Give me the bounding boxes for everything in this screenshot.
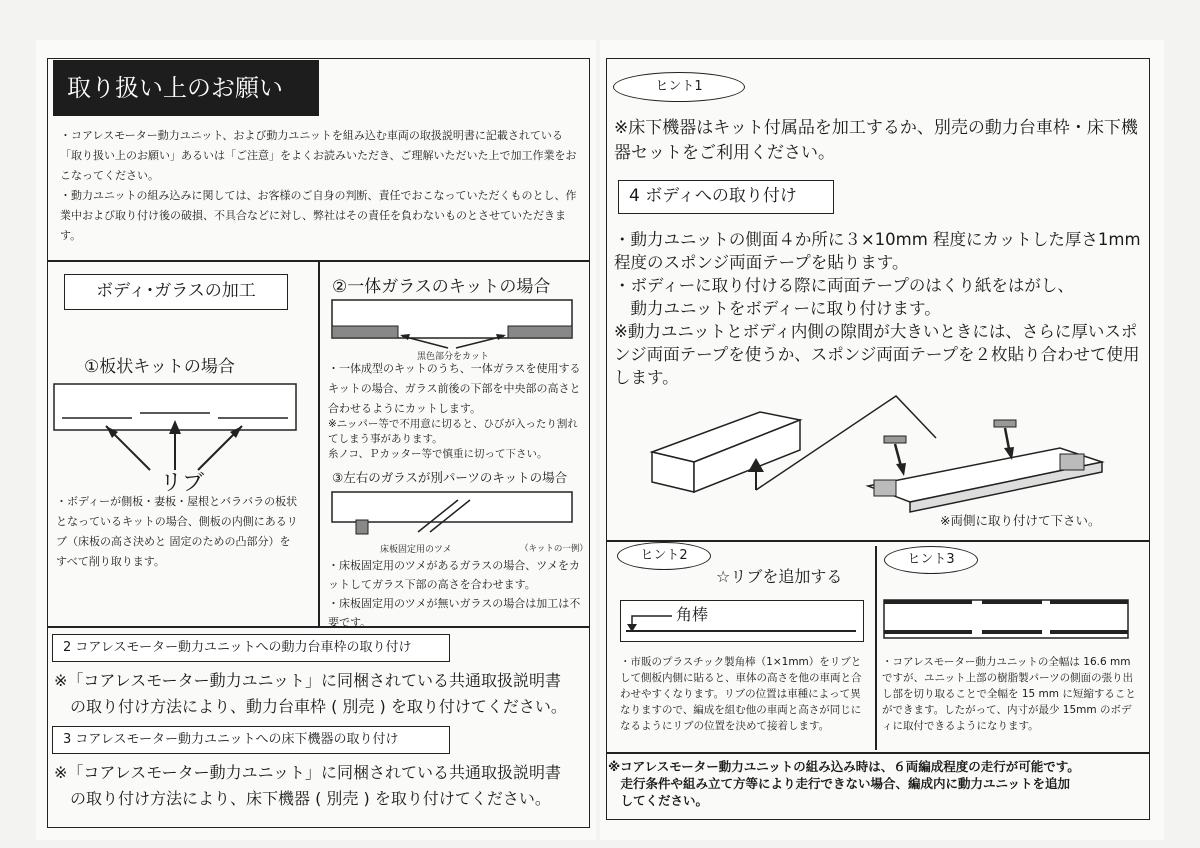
separate-glass-title: ③左右のガラスが別パーツのキットの場合 [332, 470, 568, 485]
hint3-label: ヒント3 [884, 546, 978, 574]
section4-note: ※両側に取り付けて下さい。 [940, 513, 1101, 528]
hint3-diagram [882, 598, 1132, 642]
divider-footer [606, 752, 1150, 754]
hint1-text: ※床下機器はキット付属品を加工するか、別売の動力台車枠・床下機器セットをご利用ください。 [614, 118, 1138, 163]
integrated-glass-note: ※ニッパー等で不用意に切ると、ひびが入ったり割れてしまう事があります。 糸ノコ、Ｐカッター等で慎重に切って下さい。 [328, 418, 578, 460]
section2-heading: 2 コアレスモーター動力ユニットへの動力台車枠の取り付け [52, 634, 450, 662]
section3-heading: 3 コアレスモーター動力ユニットへの床下機器の取り付け [52, 726, 450, 754]
plate-kit-title: ①板状キットの場合 [84, 357, 235, 377]
hint2-text: ・市販のプラスチック製角棒（1×1mm）をリブとして側板内側に貼ると、車体の高さを他の車両と合わせやすくなります。リブの位置は車種によって異なりますので、編成を組む他の車両と高さが同じになるようにリブの位置を決めて接着します。 [620, 656, 862, 732]
integrated-glass-title: ②一体ガラスのキットの場合 [332, 277, 551, 297]
separate-glass-text2: ・床板固定用のツメが無いガラスの場合は加工は不要です。 [328, 597, 581, 629]
body-glass-heading: ボディ･ガラスの加工 [64, 274, 288, 310]
integrated-glass-diagram [330, 298, 576, 354]
section3-text: ※「コアレスモーター動力ユニット」に同梱されている共通取扱説明書 の取り付け方法により、床下機器 ( 別売 ) を取り付けてください。 [54, 763, 562, 808]
mounting-diagram [640, 390, 1140, 515]
divider-vertical-left [318, 260, 320, 626]
section2-text: ※「コアレスモーター動力ユニット」に同梱されている共通取扱説明書 の取り付け方法により、動力台車枠 ( 別売 ) を取り付けてください。 [54, 671, 567, 716]
section4-heading: 4 ボディへの取り付け [618, 180, 834, 214]
example-label: （キットの一例） [520, 544, 588, 554]
tab-label: 床板固定用のツメ [380, 545, 452, 555]
section4-text: ・動力ユニットの側面４か所に３×10mm 程度にカットした厚さ1mm 程度のスポンジ両面テープを貼ります。 ・ボディーに取り付ける際に両面テープのはくり紙をはがし、 動力ユニットをボディーに取り付けます。 ※動力ユニットとボディ内側の隙間が大きいときには、さらに厚いスポンジ両面テープを使うか、スポンジ両面テープを２枚貼り合わせて使用します。 [614, 230, 1141, 387]
divider-hints [606, 540, 1150, 542]
integrated-glass-text: ・一体成型のキットのうち、一体ガラスを使用するキットの場合、ガラス前後の下部を中央部の高さと合わせるようにカットします。 [328, 362, 581, 415]
intro-text: ・コアレスモーター動力ユニット、および動力ユニットを組み込む車両の取扱説明書に記載されている「取り扱い上のお願い」あるいは「ご注意」をよくお読みいただき、ご理解いただいた上で加工作業をおこなってください。 ・動力ユニットの組み込みに関しては、お客様のご自身の判断、責任でおこなっていただくものとし、作業中および取り付け後の破損、不具合などに対し、弊社はその責任を負わないものとさせていただきます。 [60, 129, 577, 242]
separate-glass-text1: ・床板固定用のツメがあるガラスの場合、ツメをカットしてガラス下部の高さを合わせます。 [328, 559, 581, 591]
hint1-label: ヒント1 [613, 72, 745, 102]
hint3-text: ・コアレスモーター動力ユニットの全幅は 16.6 mm ですが、ユニット上部の樹脂製パーツの側面の張り出し部を切り取ることで全幅を 15 mm に短縮することができます。したがって、内寸が最少 15mm のボディに取付できるようになります。 [882, 656, 1136, 732]
rib-label: リブ [160, 471, 205, 496]
hint2-label: ヒント2 [617, 542, 711, 570]
plate-kit-text: ・ボディーが側板・妻板・屋根とバラバラの板状となっているキットの場合、側板の内側にあるリブ（床板の高さ決めと 固定のための凸部分）をすべて削り取ります。 [56, 495, 298, 568]
hint2-bar-arrow [624, 610, 684, 640]
divider-hint-vertical [875, 546, 877, 750]
page-title: 取り扱い上のお願い [53, 60, 319, 116]
footer-note: ※コアレスモーター動力ユニットの組み込み時は、６両編成程度の走行が可能です。 走行条件や組み立て方等により走行できない場合、編成内に動力ユニットを追加 してください。 [608, 759, 1080, 808]
hint2-title: ☆リブを追加する [716, 567, 843, 586]
hint2-bar-label: 角棒 [676, 605, 709, 624]
cut-label: 黒色部分をカット [417, 352, 489, 362]
separate-glass-diagram [330, 490, 576, 538]
